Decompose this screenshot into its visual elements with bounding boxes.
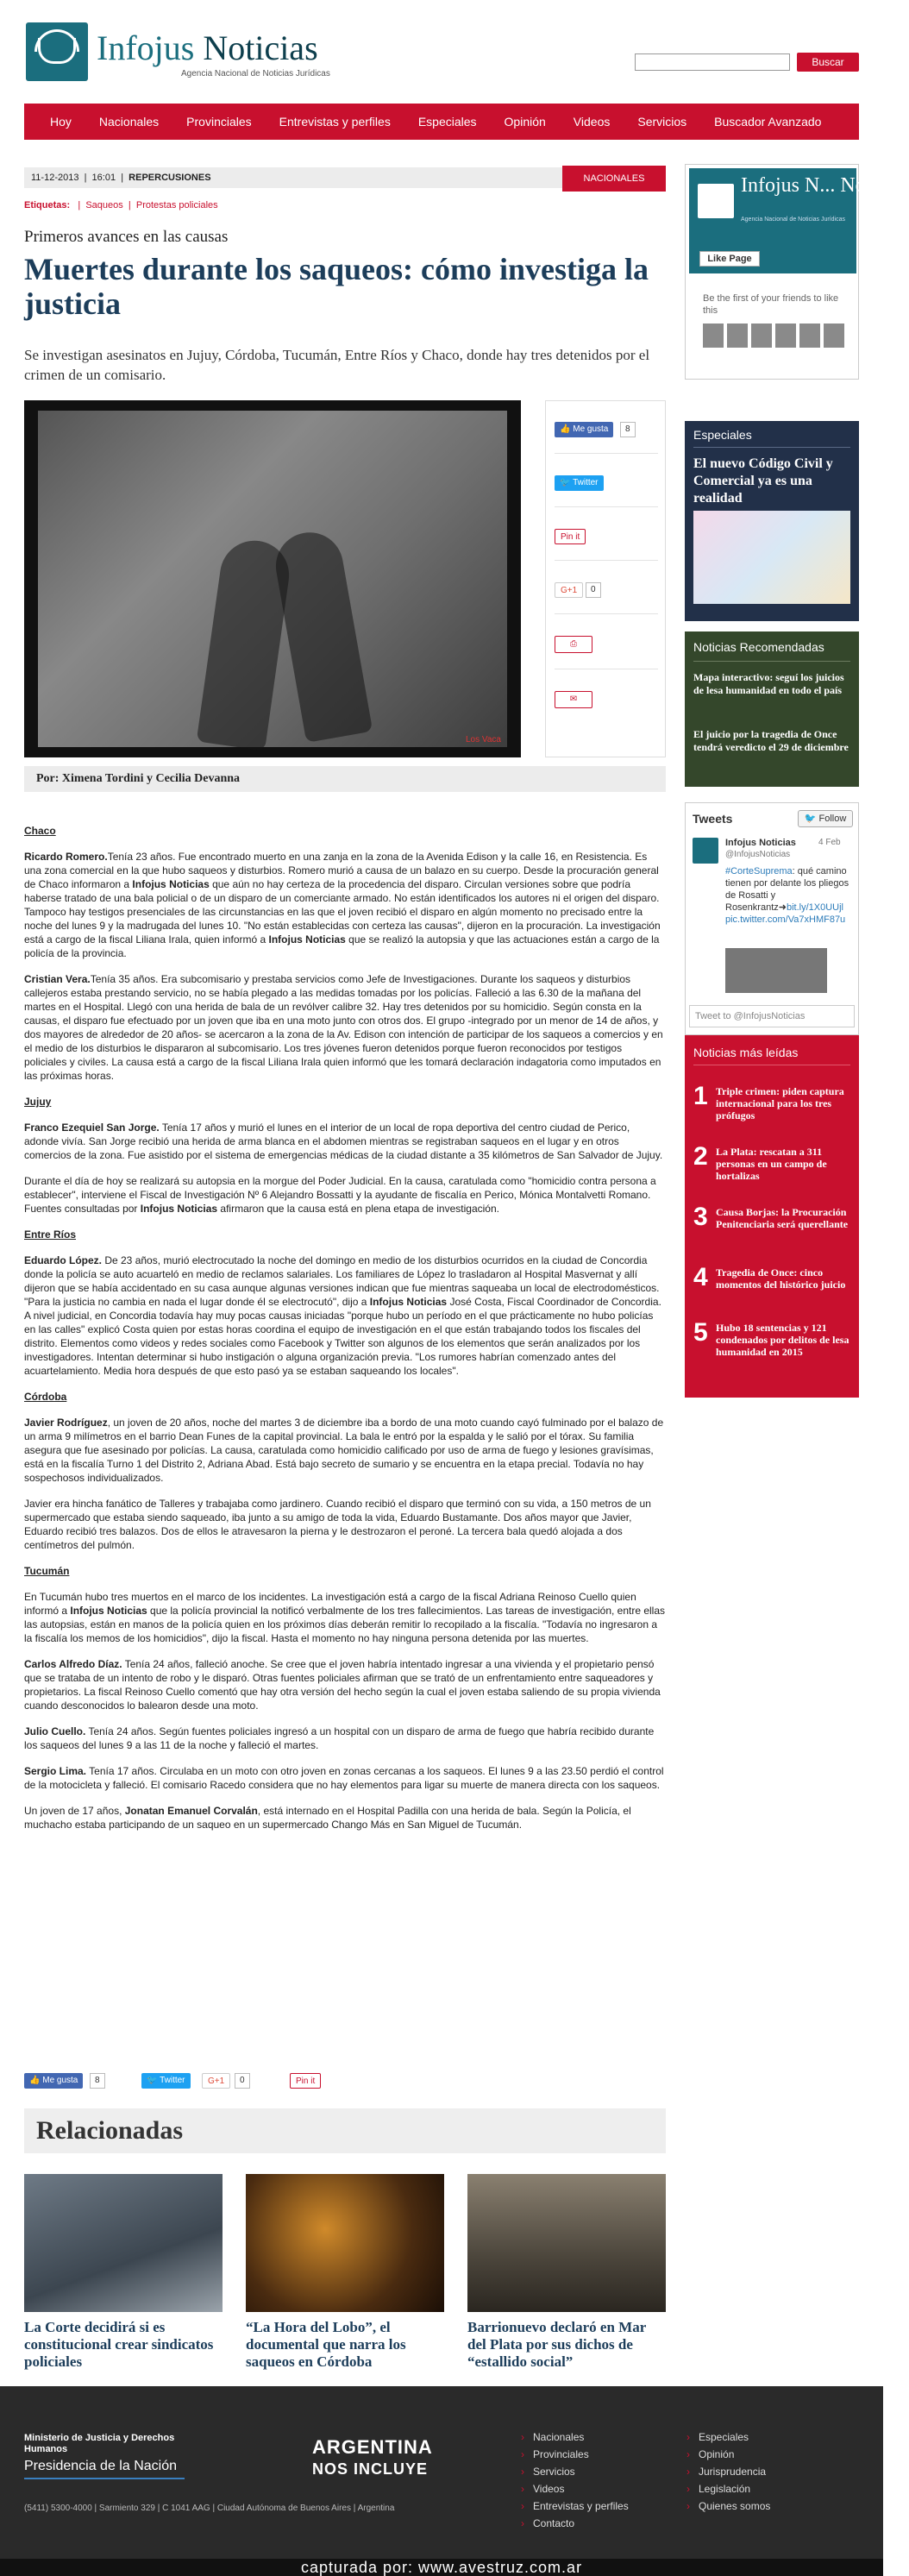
thumbs-up-icon: 👍 — [560, 424, 571, 434]
twitter-bird-icon: 🐦 — [560, 478, 571, 487]
divider — [555, 453, 658, 454]
friend-avatar[interactable] — [703, 324, 724, 348]
tweets-heading: Tweets — [693, 812, 733, 826]
brand-tagline: Agencia Nacional de Noticias Jurídicas — [181, 69, 330, 79]
mas-leida-link[interactable]: Tragedia de Once: cinco momentos del histórico juicio — [716, 1266, 846, 1291]
body-paragraph: Un joven de 17 años, Jonatan Emanuel Corvalán, está internado en el Hospital Padilla con una herida de bala. Según la Policía, el muchacho estaba participando de un saqueo en un supermercado Chango Más en San Miguel de Tucumán. — [24, 1805, 631, 1831]
article-photo — [24, 400, 521, 757]
especiales-link[interactable]: El nuevo Código Civil y Comercial ya es una realidad — [693, 456, 833, 506]
brand-name-part1: Infojus — [97, 28, 195, 67]
google-plus-button[interactable]: G+1 — [555, 582, 583, 598]
especiales-heading: Especiales — [693, 428, 752, 442]
friend-avatar[interactable] — [751, 324, 772, 348]
tweet-handle[interactable]: @InfojusNoticias — [725, 850, 791, 859]
section-heading: Córdoba — [24, 1391, 67, 1403]
related-image[interactable] — [24, 2174, 223, 2312]
fb-like-label: Me gusta — [42, 2076, 78, 2085]
fb-like-label: Me gusta — [573, 424, 609, 434]
footer-link[interactable]: › Nacionales — [521, 2431, 584, 2443]
body-paragraph: Javier era hincha fanático de Talleres y trabajaba como jardinero. Cuando recibió el disparo que terminó con su vida, a 150 metros de un supermercado que estaba siendo saqueado, iba junto a su amigo de toda la vida, Eduardo Bustamante. Dos años mayor que Javier, Eduardo recibió tres balazos. Dos de ellos le atravesaron la pierna y le destrozaron el peroné. La tercera bala quedó alojada a dos centímetros del pulmón. — [24, 1498, 651, 1551]
body-paragraph: En Tucumán hubo tres muertos en el marco de los incidentes. La investigación está a cargo de la fiscal Adriana Reinoso Cuello quien informó a Infojus Noticias que la policía provincial la notificó verbalmente de los tres fallecimientos. Las tareas de investigación, entre ellas las autopsias, están en manos de la policía quien en los próximos días deberán remitir lo recopilado a la fiscalía. "Todavía no ingresaron a la fiscalía los memos de los homicidios", dijo la fiscal. Hasta el momento no hay ninguna persona detenida por las muertes. — [24, 1591, 666, 1644]
fb-like-count-bottom: 8 — [90, 2073, 105, 2089]
brand-name-part2: Noticias — [203, 28, 318, 67]
footer-address: (5411) 5300-4000 | Sarmiento 329 | C 1041 AAG | Ciudad Autónoma de Buenos Aires | Argentina — [24, 2504, 395, 2513]
rank-number: 2 — [693, 1142, 708, 1171]
section-heading: Jujuy — [24, 1096, 52, 1108]
body-paragraph: Franco Ezequiel San Jorge. Tenía 17 años y murió el lunes en el interior de un local de ropa deportiva del centro ciudad de Perico, adonde vivía. San Jorge recibió una herida de arma blanca en el abdomen mientras se registraban saqueos en el lugar y en otros comercios de la zona. Fue asistido por el sistema de emergencias médicas de la ciudad distante a 35 kilómetros de San Salvador de Jujuy. — [24, 1122, 663, 1161]
footer-link[interactable]: › Legislación — [686, 2483, 750, 2495]
related-title[interactable]: “La Hora del Lobo”, el documental que narra los saqueos en Córdoba — [246, 2319, 406, 2370]
related-image[interactable] — [246, 2174, 444, 2312]
page-logo — [698, 184, 734, 218]
fb-like-count: 8 — [620, 422, 636, 437]
twitter-label: Twitter — [573, 478, 599, 487]
footer-link[interactable]: › Contacto — [521, 2517, 574, 2529]
nav-item-nacionales[interactable]: Nacionales — [98, 115, 160, 129]
mas-leida-link[interactable]: Causa Borjas: la Procuración Penitenciaria será querellante — [716, 1206, 849, 1230]
email-button[interactable] — [555, 691, 592, 708]
divider — [555, 613, 658, 614]
article-kicker: Primeros avances en las causas — [24, 228, 229, 246]
capture-watermark: capturada por: www.avestruz.com.ar — [0, 2559, 883, 2576]
google-plus-button-bottom[interactable]: G+1 — [202, 2073, 230, 2089]
friend-avatar[interactable] — [824, 324, 844, 348]
tags-row: Etiquetas: | Saqueos | Protestas policiales — [24, 200, 218, 210]
nav-item-entrevistas[interactable]: Entrevistas y perfiles — [279, 115, 391, 129]
rank-number: 1 — [693, 1082, 708, 1110]
search-input[interactable] — [635, 53, 790, 71]
tweet-link[interactable]: bit.ly/1X0UUjl pic.twitter.com/Va7xHMF87u — [725, 902, 846, 925]
mas-leida-link[interactable]: La Plata: rescatan a 311 personas en un campo de hortalizas — [716, 1146, 827, 1182]
footer-link[interactable]: › Provinciales — [521, 2448, 589, 2460]
nos-incluye-text: NOS INCLUYE — [312, 2460, 429, 2478]
footer-link[interactable]: › Entrevistas y perfiles — [521, 2500, 629, 2512]
fb-page-title: Infojus N... Noticias — [741, 174, 909, 197]
tweet-avatar[interactable] — [693, 838, 718, 864]
tag-link[interactable]: Saqueos — [85, 200, 123, 210]
tweet-date[interactable]: 4 Feb — [818, 838, 841, 847]
presidency-name[interactable]: Presidencia de la Nación — [24, 2459, 177, 2473]
article-body — [24, 824, 666, 1844]
hashtag-link[interactable]: #CorteSuprema — [725, 866, 793, 876]
fb-friends-text: Be the first of your friends to like this — [703, 293, 839, 316]
mas-leida-link[interactable]: Hubo 18 sentencias y 121 condenados por delitos de lesa humanidad en 2015 — [716, 1322, 849, 1358]
body-paragraph: Carlos Alfredo Díaz. Tenía 24 años, falleció anoche. Se cree que el joven habría intentado ingresar a una vivienda y el propietario pensó que se trataba de un intento de robo y le disparó. Otras fuentes policiales afirman que se trató de un enfrentamiento entre saqueadores y propietarios. La fiscal Reinoso Cuello comentó que hay otra versión del hecho según la cual el joven estaba saliendo de su propia vivienda cuando desconocidos lo balearon desde una moto. — [24, 1658, 661, 1712]
nav-item-especiales[interactable]: Especiales — [417, 115, 477, 129]
follow-button[interactable] — [798, 810, 853, 827]
article-date: 11-12-2013 — [31, 173, 79, 183]
twitter-label: Twitter — [160, 2076, 185, 2085]
body-paragraph: Javier Rodríguez, un joven de 20 años, noche del martes 3 de diciembre iba a bordo de una moto cuando cayó fulminado por el balazo de un arma 9 milímetros en el barrio Dean Funes de la capital provincial. La bala le entró por la espalda y le salió por el tórax. Su familia asegura que fue asesinado por policías. La causa, caratulada como homicidio calificado por uso de arma de fuego y lesiones gravísimas, está en la fiscalía Turno 1 del Distrito 2, Adriana Abad. Está bajo secreto de sumario y se encuentra en la etapa precial. Todavía no hay sospechosos individualizados. — [24, 1417, 664, 1484]
body-paragraph: Julio Cuello. Tenía 24 años. Según fuentes policiales ingresó a un hospital con un disparo de arma de fuego que habría recibido durante los saqueos del lunes 9 a las 11 de la noche y falleció el martes. — [24, 1725, 655, 1751]
facebook-like-button-bottom[interactable] — [24, 2073, 83, 2089]
tweet-author[interactable]: Infojus Noticias — [725, 838, 796, 848]
footer-link[interactable]: › Especiales — [686, 2431, 749, 2443]
nav-item-hoy[interactable]: Hoy — [50, 115, 72, 129]
twitter-button-bottom[interactable] — [141, 2073, 191, 2089]
related-heading: Relacionadas — [24, 2108, 666, 2153]
printer-icon: ⎙ — [570, 639, 577, 649]
divider — [555, 560, 658, 561]
follow-label: Follow — [818, 814, 847, 824]
footer-link[interactable]: › Servicios — [521, 2466, 575, 2478]
site-footer — [0, 2386, 883, 2559]
gplus-count-bottom: 0 — [235, 2073, 250, 2089]
friend-avatar[interactable] — [727, 324, 748, 348]
twitter-button[interactable] — [555, 475, 604, 491]
rank-number: 3 — [693, 1203, 708, 1231]
divider — [693, 661, 850, 662]
rank-number: 4 — [693, 1263, 708, 1291]
twitter-widget — [685, 802, 859, 1035]
photo-credit: Los Vaca — [466, 735, 501, 745]
pinterest-button[interactable]: Pin it — [555, 529, 586, 544]
facebook-page-banner[interactable] — [689, 168, 909, 273]
facebook-like-button[interactable] — [555, 422, 613, 437]
article-section-label: REPERCUSIONES — [129, 173, 211, 183]
related-title[interactable]: La Corte decidirá si es constitucional crear sindicatos policiales — [24, 2319, 214, 2370]
mas-leidas-box — [685, 1035, 859, 1398]
especiales-box — [685, 421, 859, 621]
divider — [693, 447, 850, 448]
especiales-image[interactable] — [693, 511, 850, 604]
section-heading: Entre Ríos — [24, 1228, 77, 1241]
ministry-name[interactable]: Ministerio de Justicia y Derechos Humanos — [24, 2433, 175, 2454]
footer-link[interactable]: › Quienes somos — [686, 2500, 770, 2512]
share-bar-bottom — [24, 2070, 666, 2091]
envelope-icon: ✉ — [569, 694, 578, 704]
tweet-text — [725, 865, 853, 926]
argentina-logo-text: ARGENTINA — [312, 2436, 433, 2458]
nav-item-opinion[interactable]: Opinión — [504, 115, 546, 129]
like-page-button[interactable]: Like Page — [699, 251, 760, 267]
recomendada-link[interactable]: Mapa interactivo: seguí los juicios de lesa humanidad en todo el país — [693, 671, 844, 696]
related-title[interactable]: Barrionuevo declaró en Mar del Plata por sus dichos de “estallido social” — [467, 2319, 646, 2370]
body-paragraph: Sergio Lima. Tenía 17 años. Circulaba en un moto con otro joven en zonas cercanas a los saqueos. El lunes 9 a las 23.50 perdió el control de la motocicleta y falleció. El comisario Racedo considera que no hay elementos para ligar su muerte de manera directa con los saqueos. — [24, 1765, 664, 1791]
twitter-bird-icon: 🐦 — [804, 814, 817, 824]
pinterest-button-bottom[interactable]: Pin it — [290, 2073, 321, 2089]
recomendadas-heading: Noticias Recomendadas — [693, 640, 824, 654]
tweet-to-input[interactable]: Tweet to @InfojusNoticias — [689, 1005, 855, 1027]
nav-item-servicios[interactable]: Servicios — [637, 115, 687, 129]
article-headline: Muertes durante los saqueos: cómo investiga la justicia — [24, 252, 649, 321]
site-logo[interactable] — [26, 22, 88, 81]
nav-item-videos[interactable]: Videos — [573, 115, 611, 129]
article-lead: Se investigan asesinatos en Jujuy, Córdoba, Tucumán, Entre Ríos y Chaco, donde hay tres detenidos por el crimen de un comisario. — [24, 347, 650, 383]
footer-link[interactable]: › Opinión — [686, 2448, 734, 2460]
nav-item-provinciales[interactable]: Provinciales — [186, 115, 252, 129]
friend-avatar[interactable] — [775, 324, 796, 348]
related-image[interactable] — [467, 2174, 666, 2312]
divider — [24, 2478, 185, 2479]
section-heading: Tucumán — [24, 1565, 70, 1577]
body-paragraph: Eduardo López. De 23 años, murió electrocutado la noche del domingo en medio de los disturbios ocurridos en la ciudad de Concordia donde la policía se auto acuarteló en medio de reclamos salariales. Los familiares de López lo trasladaron al Hospital Masvernat y allí dijeron que se había accidentado en su casa aunque algunas versiones indican que fue mientras saqueaba un local de electrodomésticos. "Para la justicia no cambia en nada el lugar donde él se electrocutó", dijo a Infojus Noticias José Costa, Fiscal Coordinador de Concordia. A nivel judicial, en Concordia todavía hay muy pocas causas iniciadas "porque hubo un período en el que prácticamente no hubo policías en las calles" explicó Costa quien por estas horas coordina el equipo de investigación en el que están trabajando todos los fiscales del distrito. Elementos como videos y redes sociales como Facebook y Twitter son algunos de los elementos que serán analizados por los investigadores. Intentan determinar si hubo instigación o alguna organización previa. "Los rumores habrían comenzado antes del acuartelamiento. Media hora después de que esto pasó ya se estaban saqueando los locales". — [24, 1254, 661, 1377]
gplus-count: 0 — [586, 582, 601, 598]
fb-page-subtitle: Agencia Nacional de Noticias Jurídicas — [741, 217, 846, 223]
body-paragraph: Durante el día de hoy se realizará su autopsia en la morgue del Poder Judicial. En la causa, caratulada como "homicidio contra persona a establecer", interviene el Fiscal de Investigación Nº 6 Alejandro Bossatti y la ayudante de fiscalía en Perico, Mónica Montalvetti Romano. Fuentes consultadas por Infojus Noticias afirmaron que la causa está en plena etapa de investigación. — [24, 1175, 656, 1215]
share-box — [545, 400, 666, 757]
article-time: 16:01 — [91, 173, 116, 183]
article-meta: 11-12-2013 | 16:01 | REPERCUSIONES — [24, 167, 662, 188]
mas-leidas-heading: Noticias más leídas — [693, 1046, 799, 1059]
main-nav — [24, 104, 859, 140]
recomendada-link[interactable]: El juicio por la tragedia de Once tendrá veredicto el 29 de diciembre — [693, 728, 849, 753]
recomendadas-box — [685, 631, 859, 787]
body-paragraph: Ricardo Romero.Tenía 23 años. Fue encontrado muerto en una zanja en la zona de la Avenida Edison y la calle 16, en Resistencia. Es una zona comercial en la que hubo saqueos y disturbios. Romero murió a causa de un balazo en su cuerpo. Desde la procuración general de Chaco informaron a Infojus Noticias que aún no hay certeza de la procedencia del disparo. Circulan versiones sobre que podría haberse tratado de una bala policial o de un disparo de un comerciante armado. No están identificados los autores ni el origen del disparo. Tampoco hay testigos presenciales de las circunstancias en las que el joven recibió el disparo en algún momento no precisado entre la noche del lunes 9 y la madrugada del lunes 10. "No están establecidas con certeza las causas", dijeron en la procuración. La investigación está a cargo de la fiscal Liliana Irala, quien informó a Infojus Noticias que se realizó la autopsia y que las actuaciones están a cargo de la policía de la provincia. — [24, 851, 661, 959]
divider — [555, 506, 658, 507]
article-byline: Por: Ximena Tordini y Cecilia Devanna — [24, 766, 666, 792]
search-button[interactable]: Buscar — [797, 53, 859, 72]
nav-item-buscador[interactable]: Buscador Avanzado — [714, 115, 822, 129]
thumbs-up-icon: 👍 — [29, 2076, 41, 2085]
rank-number: 5 — [693, 1318, 708, 1347]
tag-link[interactable]: Protestas policiales — [135, 200, 218, 210]
tweet-body: : qué camino tienen por delante los pliegos de Rosatti y Rosenkrantz➜ — [725, 866, 849, 913]
friend-avatar[interactable] — [799, 324, 820, 348]
twitter-bird-icon: 🐦 — [147, 2076, 158, 2085]
tweet-image[interactable] — [725, 948, 827, 993]
body-paragraph: Cristian Vera.Tenía 35 años. Era subcomisario y prestaba servicios como Jefe de Investigaciones. Durante los saqueos y disturbios callejeros estaba prestando servicio, no se había plegado a las medidas tomadas por los policías. Falleció a las 6.30 de la mañana del martes en el Hospital. Llegó con una herida de bala de un revólver calibre 32. Hay tres detenidos por su homicidio. Según consta en la causas, el disparo fue efectuado por un joven que iba en una moto junto con otros dos. El grupo -integrado por un menor de 14 de años, y dos mayores de alrededor de 20 años- se acercaron a la zona de la Av. Edison con intención de participar de los saqueos a comercios y en el medio de los disturbios le dispararon al subcomisario. Los tres jóvenes fueron detenidos porque fueron reconocidos por testigos policiales y civiles. La causa está a cargo de la fiscal Liliana Irala quien informó que les tomará declaración indagatoria como imputados en las próximas horas. — [24, 973, 663, 1082]
mas-leida-link[interactable]: Triple crimen: piden captura internacional para los tres prófugos — [716, 1085, 844, 1122]
footer-link[interactable]: › Videos — [521, 2483, 564, 2495]
section-badge[interactable]: NACIONALES — [562, 166, 666, 192]
facebook-page-widget — [685, 164, 909, 380]
tags-label: Etiquetas: — [24, 200, 71, 210]
print-button[interactable] — [555, 636, 592, 653]
footer-link[interactable]: › Jurisprudencia — [686, 2466, 766, 2478]
brand-name[interactable] — [97, 29, 318, 67]
section-heading: Chaco — [24, 825, 56, 837]
